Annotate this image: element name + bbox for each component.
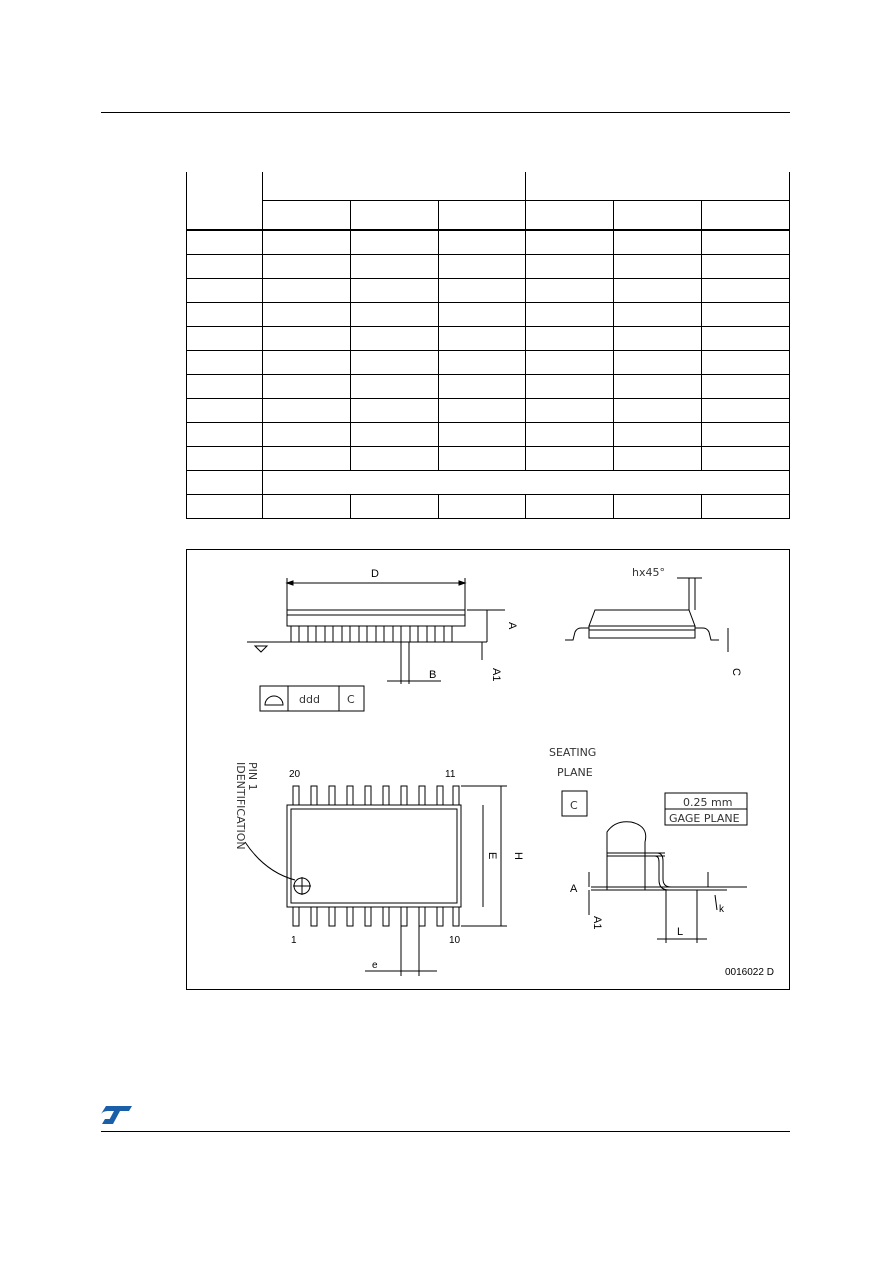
dim-D-label: D	[371, 568, 379, 580]
table-row	[187, 279, 790, 303]
st-logo-icon	[100, 1104, 134, 1126]
side-view	[247, 578, 505, 684]
min-in-header	[614, 201, 702, 231]
detail-dim-A1-label: A1	[591, 916, 603, 930]
gauge-plane-label: GAGE PLANE	[669, 812, 740, 825]
pin1-id-label-line2: IDENTIFICATION	[234, 762, 247, 850]
mm-group-header	[263, 172, 526, 201]
dim-A-label: A	[506, 622, 518, 630]
gauge-value-label: 0.25 mm	[683, 796, 733, 809]
table-row	[187, 447, 790, 471]
table-row	[187, 351, 790, 375]
pin-1-label: 1	[291, 935, 297, 946]
detail-dim-A-label: A	[570, 883, 578, 895]
figure-code: 0016022 D	[725, 967, 774, 978]
header-rule	[101, 112, 790, 113]
max-mm-header	[438, 201, 526, 231]
seating-datum-label: C	[570, 799, 578, 812]
dim-C-label: C	[730, 668, 742, 676]
end-view	[565, 578, 728, 652]
max-in-header	[702, 201, 790, 231]
table-row	[187, 255, 790, 279]
dim-E-label: E	[486, 852, 498, 860]
table-row	[187, 423, 790, 447]
tolerance-value: ddd	[299, 693, 320, 706]
table-row	[187, 230, 790, 255]
seating-plane-line1: SEATING	[549, 746, 597, 759]
dim-A1-label: A1	[490, 668, 502, 682]
pin-20-label: 20	[289, 769, 301, 780]
dim-B-label: B	[429, 669, 437, 681]
table-row	[187, 327, 790, 351]
seating-plane-line2: PLANE	[557, 766, 593, 779]
table-row	[187, 303, 790, 327]
min-mm-header	[350, 201, 438, 231]
top-view	[245, 786, 507, 976]
typ-mm-header	[263, 201, 351, 231]
detail-dim-L-label: L	[677, 926, 684, 938]
chamfer-label: hx45°	[632, 566, 665, 579]
dim-e-label: e	[372, 960, 378, 971]
typ-in-header	[526, 201, 614, 231]
pin-10-label: 10	[449, 935, 461, 946]
symbol-header-cell	[187, 172, 263, 230]
inches-group-header	[526, 172, 790, 201]
pin-11-label: 11	[445, 769, 456, 780]
tolerance-datum: C	[347, 693, 355, 706]
package-outline-drawing	[186, 549, 790, 990]
package-dimensions-table	[186, 172, 790, 519]
table-row	[187, 399, 790, 423]
footer-rule	[101, 1131, 790, 1132]
detail-dim-k-label: k	[719, 904, 724, 915]
pin1-id-label-line1: PIN 1	[246, 762, 259, 791]
table-row	[187, 495, 790, 519]
outline-svg	[187, 550, 789, 989]
table-row	[187, 375, 790, 399]
dim-H-label: H	[512, 852, 524, 860]
table-row-merged	[187, 471, 790, 495]
